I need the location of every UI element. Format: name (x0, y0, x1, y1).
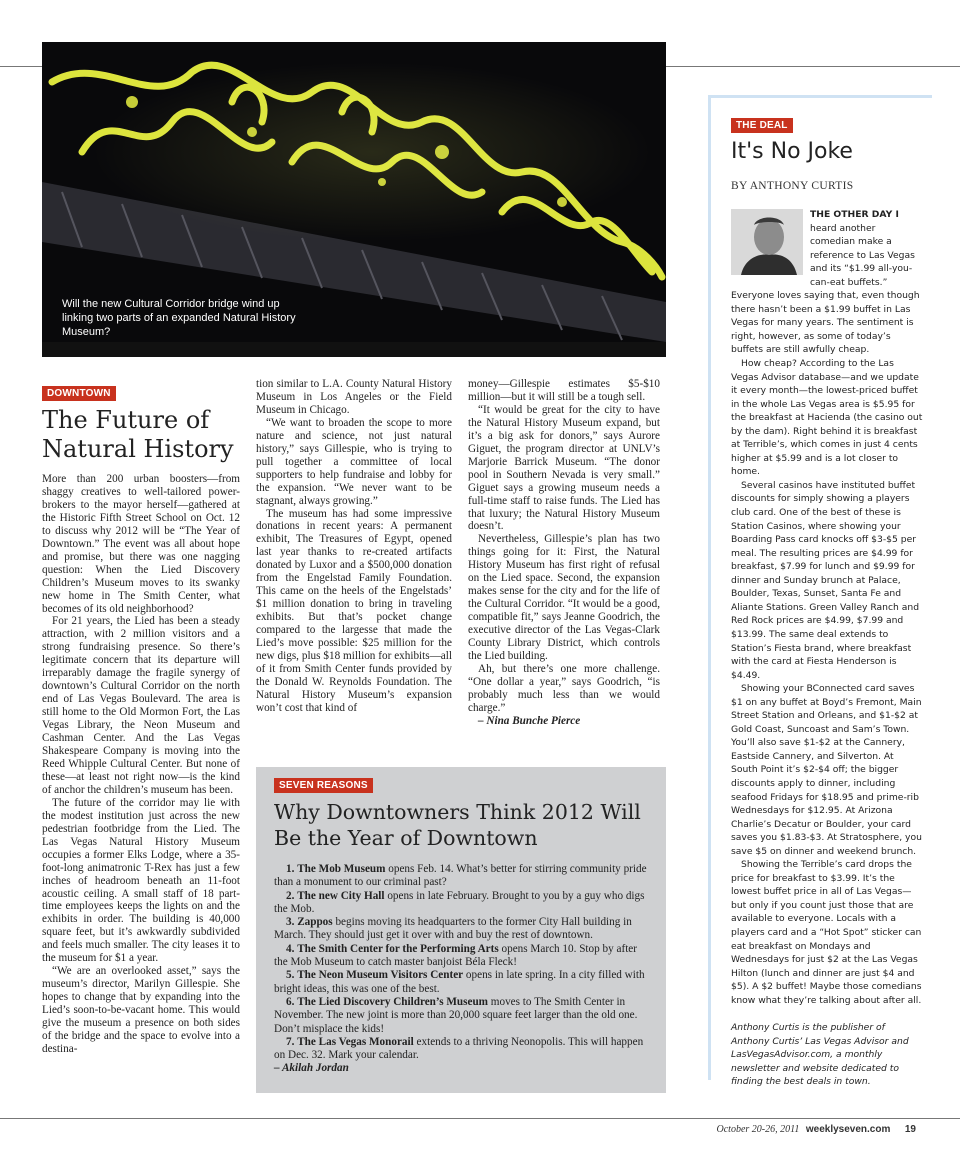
paragraph: More than 200 urban boosters—from shaggy creatives to well-tailored power-brokers to the mayor herself—gathered at the Historic Fifth Street School on Oct. 12 to discuss why 2012 will be “The Year of Downtown.” The event was all about hope and promise, but there was one nagging question: When the Lied Discovery Children’s Museum moves to its swanky new home in The Smith Center, what becomes of its old neighborhood? (42, 473, 240, 615)
seven-reasons-title: Why Downtowners Think 2012 Will Be the Year of Downtown (274, 800, 641, 850)
paragraph: Nevertheless, Gillespie’s plan has two things going for it: First, the Natural History Museum has first right of refusal on the Lied space. Second, the expansion makes sense for the city and for the life of the Cultural Corridor. “It would be a good, compatible fit,” says Jeanne Goodrich, the executive director of the Las Vegas-Clark County Library District, which controls the Lied building. (468, 533, 660, 663)
paragraph: Showing your BConnected card saves $1 on any buffet at Boyd’s Fremont, Main Street Station and Orleans, and $1-$2 at Gold Coast, Suncoast and Sam’s Town. You’ll also save $1-$2 at the Cannery, Eastside Cannery, and Silverton. At South Point it’s $2-$4 off; the bigger discounts apply to dinner, including seafood Fridays for $18.95 and prime-rib Wednesdays for $12.95. At Arizona Charlie’s Decatur or Boulder, your card saves you $1.83-$3. At Stratosphere, you save $5 on dinner and weekend brunch. (731, 683, 922, 857)
deal-title: It's No Joke (731, 139, 853, 164)
photo-caption: Will the new Cultural Corridor bridge wind up linking two parts of an expanded Natural History Museum? (62, 298, 296, 338)
list-item: 4. The Smith Center for the Performing Arts opens March 10. Stop by after the Mob Museum to catch master banjoist Béla Fleck! (274, 942, 637, 969)
reasons-signature: – Akilah Jordan (274, 1062, 349, 1075)
bottom-rule (0, 1118, 960, 1119)
paragraph: Showing the Terrible’s card drops the price for breakfast to $3.99. It’s the lowest buffet price in all of Las Vegas—but only if you count just those that are available to everyone. Locals with a players card and a “Hot Spot” sticker can eat breakfast on Mondays and Wednesdays for just $2 at the Las Vegas Hilton (lunch and dinner are just $4 and $5). A $2 buffet! Maybe those comedians know what they’re talking about after all. (731, 859, 922, 1006)
seven-reasons-tag: SEVEN REASONS (274, 778, 373, 793)
paragraph: tion similar to L.A. County Natural History Museum in Los Angeles or the Field Museum in Chicago. (256, 378, 452, 416)
page-number: 19 (904, 1124, 916, 1135)
article-column-1 (42, 473, 240, 1056)
page-footer (717, 1124, 916, 1135)
issue-date: October 20-26, 2011 (716, 1124, 800, 1135)
the-deal-sidebar (708, 95, 932, 1088)
deal-byline: BY ANTHONY CURTIS (731, 180, 854, 192)
website-link[interactable]: weeklyseven.com (805, 1124, 891, 1135)
downtown-tag: DOWNTOWN (42, 386, 116, 401)
reasons-list (274, 863, 650, 1076)
paragraph: The future of the corridor may lie with the modest institution just across the new pedestrian footbridge from the Lied. The Las Vegas Natural History Museum occupies a former Elks Lodge, where a 35-foot-long animatronic T-Rex has just a few inches of headroom beneath an 11-foot acoustic ceiling. A small staff of 18 part-time employees keeps the lights on and the exhibits in order. The building is 40,000 square feet, but it’s awkwardly subdivided and feels much smaller. The city leases it to the museum for $1 a year. (42, 796, 240, 965)
list-item: 5. The Neon Museum Visitors Center opens in late spring. In a city filled with bright ideas, this was one of the best. (274, 969, 645, 995)
paragraph: For 21 years, the Lied has been a steady attraction, with 2 million visitors and a strong fundraising presence. So there’s legitimate concern that its departure will irreparably damage the fragile synergy of downtown’s Cultural Corridor on the north end of Las Vegas Boulevard. The area is still home to the Old Mormon Fort, the Las Vegas Library, the Neon Museum and Cashman Center. And the Las Vegas Shakespeare Company is moving into the Reed Whipple Cultural Center. But none of these—at least not right now—is the kind of anchor the children’s museum has been. (42, 615, 240, 796)
list-item: 3. Zappos begins moving its headquarters to the former City Hall building in March. They should just get it over with and buy the rest of downtown. (274, 916, 632, 942)
seven-reasons-box (256, 767, 666, 1093)
article-signature: – Nina Bunche Pierce (478, 714, 581, 727)
paragraph: “We are an overlooked asset,” says the museum’s director, Marilyn Gillespie. She hopes to change that by expanding into the Lied’s soon-to-be-vacant home. This would give the museum a presence on both sides of the bridge and the space to evolve into a destina- (42, 965, 240, 1055)
list-item: 7. The Las Vegas Monorail extends to a thriving Neonopolis. This will happen on Dec. 32. Mark your calendar. (274, 1035, 644, 1062)
paragraph: Ah, but there’s one more challenge. “One dollar a year,” says Goodrich, “is probably much less than we would charge.” (468, 662, 660, 714)
paragraph: money—Gillespie estimates $5-$10 million—but it will still be a tough sell. (468, 378, 660, 403)
paragraph: Several casinos have instituted buffet discounts for simply showing a players club card. One of the best of these is Station Casinos, where showing your Boarding Pass card knocks off $3-$5 per meal. The resulting prices are $4.99 for breakfast, $7.99 for lunch and $9.99 for dinner and Sunday brunch at Palace, Boulder, Texas, Sunset, Santa Fe and Aliante Stations. Green Valley Ranch and Red Rock prices are $4.99, $7.99 and $13.99. The same deal extends to Station’s Fiesta brand, where breakfast with the card at Fiesta Henderson is $4.49. (731, 479, 920, 681)
paragraph: How cheap? According to the Las Vegas Advisor database—and we update it every month—the lowest-priced buffet in the whole Las Vegas area is $5.95 for the breakfast at Hacienda (the casino out by the dam). Right behind it is breakfast at Terrible’s, which comes in just 4 cents higher at $5.99 and is a lot closer to home. (731, 358, 923, 478)
paragraph: The museum has had some impressive donations in recent years: A permanent exhibit, The Treasures of Egypt, opened last year thanks to re-created artifacts donated by Luxor and a $500,000 donation from the Engelstad Family Foundation. This came on the heels of the Engelstads’ $1 million donation to bring in traveling exhibits. But that’s pocket change compared to the largesse that made the Lied’s move possible: $25 million for the new digs, plus $18 million for exhibits—all of it from Smith Center funds provided by the Donald W. Reynolds Foundation. The Natural History Museum’s expansion won’t cost that kind of (256, 507, 452, 714)
article-column-2 (256, 378, 452, 715)
the-deal-tag: THE DEAL (731, 118, 793, 133)
paragraph: “It would be great for the city to have the Natural History Museum expand, but it’s a big ask for donors,” says Aurore Giguet, the program director at UNLV’s Marjorie Barrick Museum. “The donor pool in Southern Nevada is very small.” Giguet says a growing museum needs a full-time staff to raise funds. The Lied has that luxury; the Natural History Museum doesn’t. (468, 403, 660, 533)
paragraph: THE OTHER DAY I heard another comedian make a reference to Las Vegas and its “$1.99 all-you-can-eat buffets.” Everyone loves saying that, even though there hasn’t been a $1.99 buffet in Las Vegas for many years. The sentiment is right, however, as some of today’s buffets are still awfully cheap. (731, 209, 920, 356)
bridge-photo (42, 42, 666, 357)
list-item: 1. The Mob Museum opens Feb. 14. What’s better for stirring community pride than a monument to our criminal past? (274, 863, 647, 889)
article-title: The Future of Natural History (42, 406, 234, 463)
list-item: 6. The Lied Discovery Children’s Museum moves to The Smith Center in November. The new joint is more than 20,000 square feet larger than the old one. Don’t misplace the kids! (274, 995, 638, 1035)
author-bio: Anthony Curtis is the publisher of Anthony Curtis’ Las Vegas Advisor and LasVegasAdvisor.com, a monthly newsletter and website dedicated to finding the best deals in town. (731, 1022, 909, 1088)
list-item: 2. The new City Hall opens in late February. Brought to you by a guy who digs the Mob. (274, 889, 645, 915)
paragraph: “We want to broaden the scope to more nature and science, not just natural history,” says Gillespie, who is trying to pull together a committee of local supporters to help fundraise and lobby for the expansion. “We never want to be stagnant, always growing.” (256, 416, 452, 507)
deal-body (731, 208, 923, 1089)
article-column-3 (468, 378, 660, 728)
